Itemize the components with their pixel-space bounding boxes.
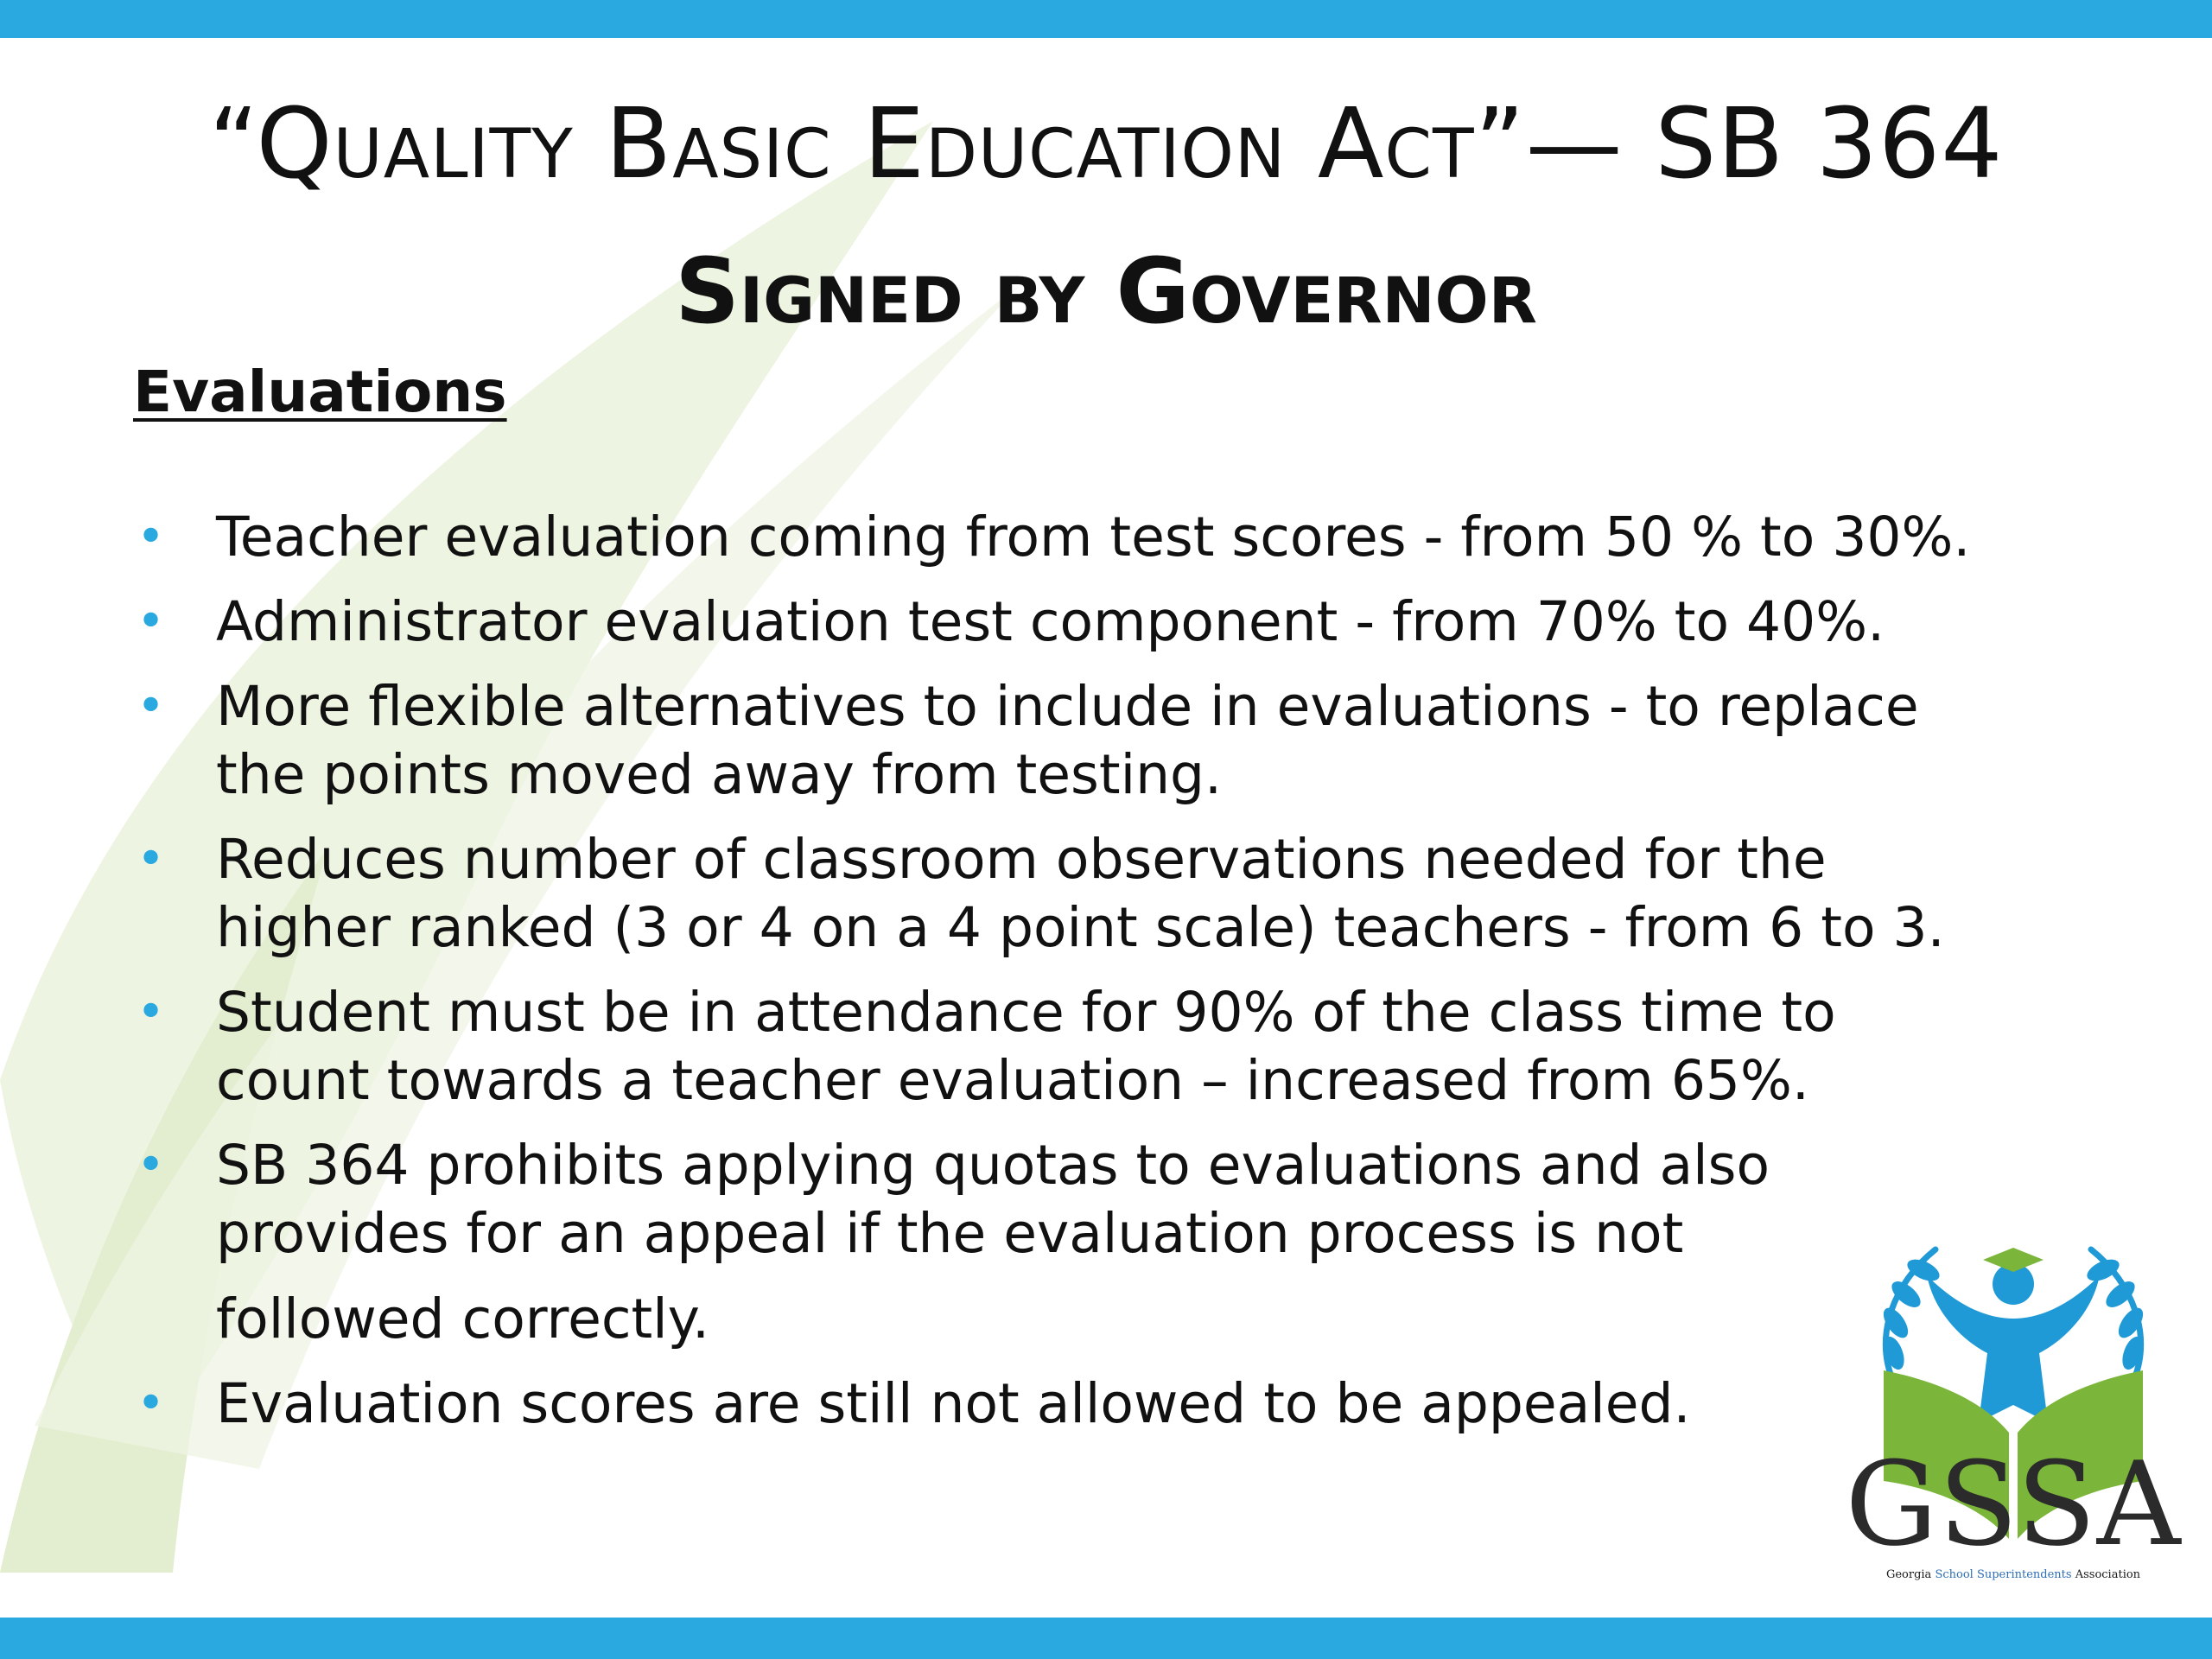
bullet-line: Reduces number of classroom observations needed for the: [216, 828, 1827, 891]
bullet-line: followed correctly.: [216, 1287, 709, 1351]
logo-subtitle-left: Georgia: [1885, 1568, 1932, 1581]
bullet-line: SB 364 prohibits applying quotas to evaluations and also: [216, 1134, 1770, 1197]
bottom-accent-bar: [0, 1618, 2212, 1659]
bullet-line: Teacher evaluation coming from test scores - from 50 % to 30%.: [216, 505, 1971, 569]
bullet-line: Administrator evaluation test component - from 70% to 40%.: [216, 590, 1885, 653]
bullet-line: Student must be in attendance for 90% of the class time to: [216, 981, 1836, 1044]
bullet-icon: •: [137, 509, 166, 565]
bullet-icon: •: [137, 831, 166, 887]
bullet-item: [130, 588, 2143, 656]
bullet-icon: •: [137, 1137, 166, 1193]
bullet-icon: •: [137, 984, 166, 1040]
bullet-line: higher ranked (3 or 4 on a 4 point scale) teachers - from 6 to 3.: [216, 896, 1945, 959]
bullet-line: More flexible alternatives to include in evaluations - to replace: [216, 675, 1919, 738]
bullet-item: [130, 825, 2143, 962]
bullet-icon: •: [137, 1376, 166, 1432]
bullet-line: the points moved away from testing.: [216, 743, 1223, 806]
bullet-item: [130, 978, 2143, 1115]
slide-subtitle: Signed by Governor: [675, 238, 1537, 344]
bullet-icon: •: [137, 678, 166, 734]
logo-subtitle-right: Association: [2075, 1568, 2141, 1581]
logo-subtitle-middle: School Superintendents: [1935, 1568, 2072, 1581]
bullet-icon: •: [137, 594, 166, 650]
section-heading: Evaluations: [133, 359, 507, 425]
bullet-item: [130, 672, 2143, 809]
logo-subtitle: [1832, 1568, 2195, 1582]
logo-name: GSSA: [1845, 1437, 2182, 1572]
bullet-line: Evaluation scores are still not allowed to be appealed.: [216, 1372, 1691, 1435]
slide-title: “Quality Basic Education Act”— SB 364: [208, 88, 2004, 200]
bullet-line: count towards a teacher evaluation – increased from 65%.: [216, 1049, 1809, 1112]
bullet-item: [130, 503, 2143, 571]
bullet-line: provides for an appeal if the evaluation process is not: [216, 1202, 1684, 1265]
